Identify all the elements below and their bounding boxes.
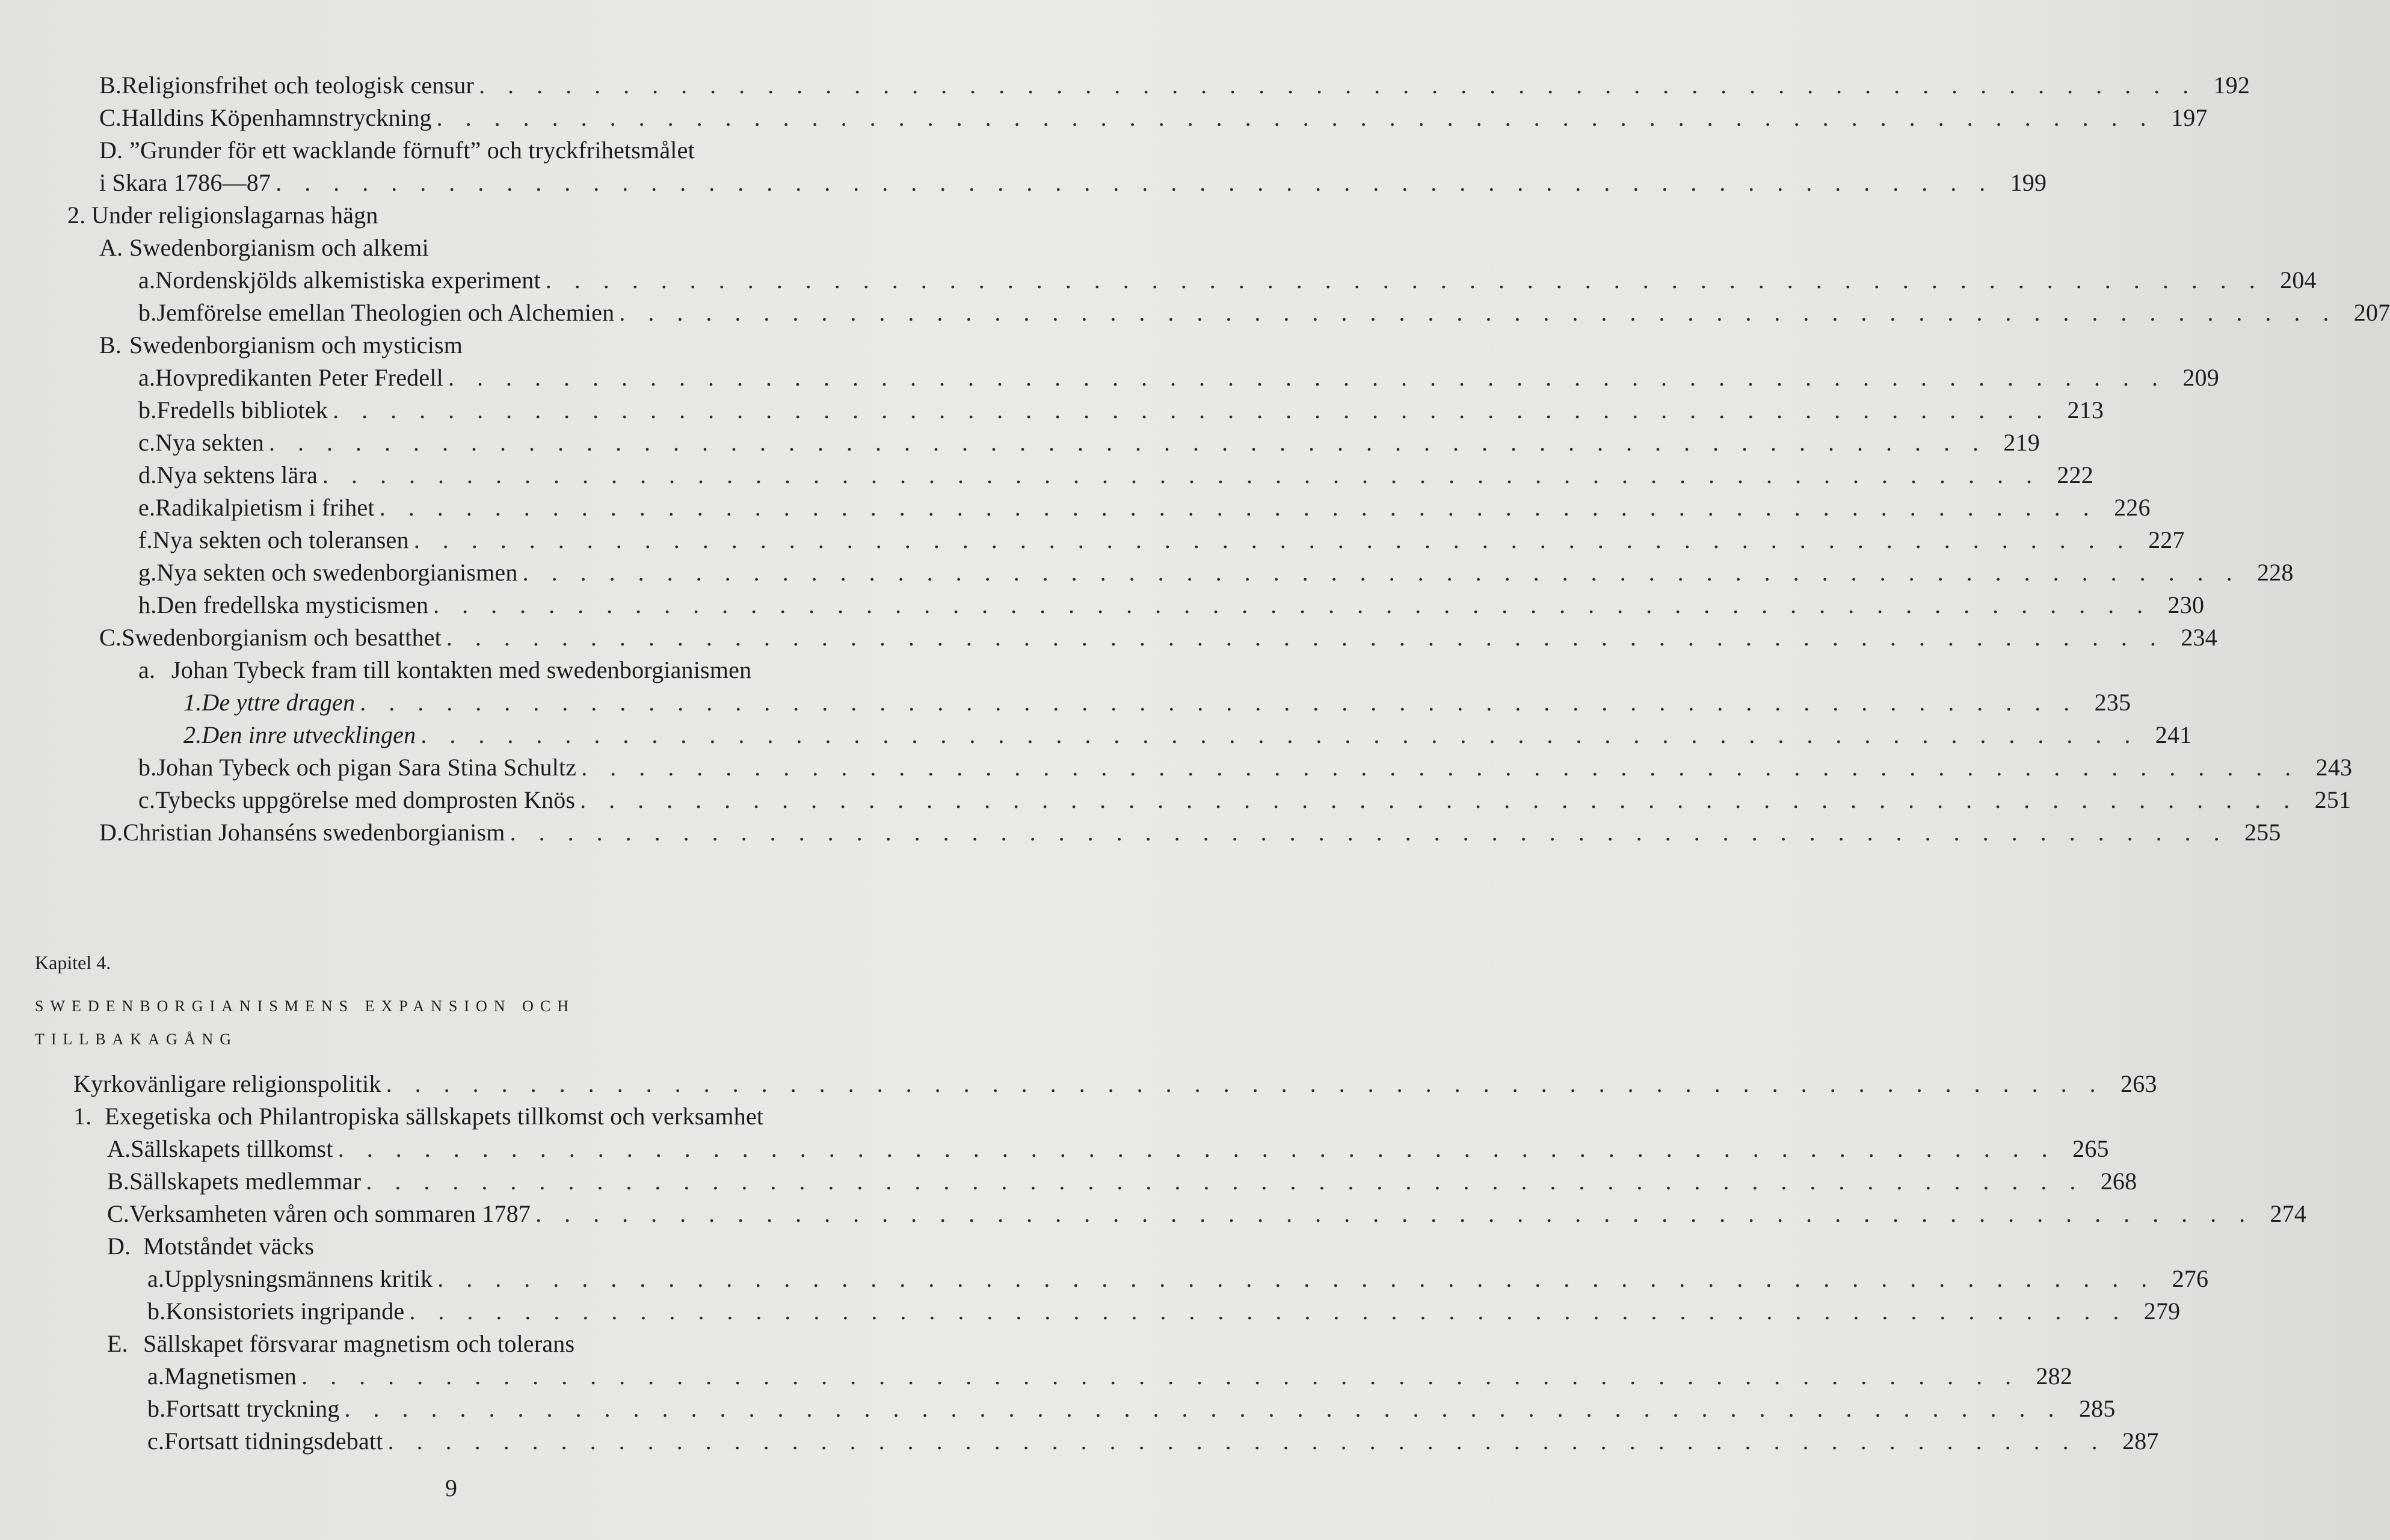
toc-entry-title: Motståndet väcks: [143, 1233, 315, 1260]
toc-entry-page: 282: [2036, 1363, 2073, 1390]
toc-entry: [138, 493, 2151, 522]
toc-entry-title: Exegetiska och Philantropiska sällskapets tillkomst och verksamhet: [105, 1103, 764, 1130]
toc-entry-title: Tybecks uppgörelse med domprosten Knös: [155, 786, 576, 813]
toc-entry: [183, 688, 2131, 717]
toc-entry: [107, 1200, 2307, 1228]
toc-entry-page: 255: [2244, 819, 2281, 846]
toc-entry: [147, 1297, 2181, 1326]
toc-entry: [99, 818, 2281, 847]
dot-leader: . . . . . . . . . . . . . . . . . . . . . . . . . . . . . . . . . . . . . . . . . . . . . . . . . . . . . . . . . . . .: [386, 1070, 2104, 1097]
toc-entry-title: Fortsatt tidningsdebatt: [164, 1428, 383, 1455]
toc-entry: [147, 1264, 2209, 1293]
toc-entry-title: Swedenborgianism och mysticism: [129, 331, 463, 359]
dot-leader: . . . . . . . . . . . . . . . . . . . . . . . . . . . . . . . . . . . . . . . . . . . . . . . . . . . . . . . . . . . .: [619, 299, 2338, 326]
toc-entry-number: b.: [138, 396, 157, 424]
toc-entry-page: 243: [2315, 754, 2353, 781]
toc-entry-title: Sällskapets tillkomst: [131, 1135, 333, 1162]
toc-entry-title: Kyrkovänligare religionspolitik: [73, 1070, 381, 1097]
toc-entry-number: f.: [138, 526, 153, 553]
dot-leader: . . . . . . . . . . . . . . . . . . . . . . . . . . . . . . . . . . . . . . . . . . . . . . . . . . . . . . . . . . . .: [581, 754, 2300, 781]
toc-entry-page: 285: [2078, 1395, 2116, 1422]
toc-entry: [138, 786, 2352, 815]
dot-leader: . . . . . . . . . . . . . . . . . . . . . . . . . . . . . . . . . . . . . . . . . . . . . . . . . . . . . . . . . . . .: [337, 1135, 2056, 1162]
toc-entry-title: Nya sekten och swedenborgianismen: [156, 559, 518, 586]
toc-entry-number: b.: [147, 1298, 166, 1325]
toc-entry: [99, 623, 2217, 652]
toc-entry-title: Nya sektens lära: [156, 461, 318, 488]
toc-entry-page: 279: [2143, 1298, 2181, 1325]
toc-entry-page: 199: [2010, 169, 2047, 196]
toc-entry-number: A.: [99, 234, 123, 261]
toc-entry-page: 235: [2094, 689, 2131, 716]
dot-leader: . . . . . . . . . . . . . . . . . . . . . . . . . . . . . . . . . . . . . . . . . . . . . . . . . . . . . . . . . . . .: [448, 364, 2166, 391]
chapter-label: Kapitel 4.: [35, 952, 111, 973]
toc-entry: [99, 331, 851, 360]
toc-entry-title: Fortsatt tryckning: [165, 1395, 340, 1422]
toc-entry-number: C.: [99, 624, 122, 651]
toc-entry-page: 251: [2314, 786, 2352, 813]
toc-entry-number: A.: [107, 1135, 131, 1162]
toc-entry-page: 263: [2121, 1070, 2157, 1097]
toc-entry-title: Johan Tybeck och pigan Sara Stina Schultz: [156, 754, 577, 781]
toc-entry-number: b.: [147, 1395, 166, 1422]
toc-entry: [107, 1232, 861, 1261]
toc-entry-number: a.: [147, 1265, 165, 1292]
toc-entry-title: Radikalpietism i frihet: [155, 494, 375, 521]
toc-entry-title: Johan Tybeck fram till kontakten med swedenborgianismen: [171, 656, 752, 683]
toc-entry-page: 209: [2182, 364, 2219, 391]
toc-entry: [138, 461, 2093, 490]
chapter-title-line1: SWEDENBORGIANISMENS EXPANSION OCH: [35, 997, 575, 1015]
toc-entry: [67, 201, 851, 230]
toc-entry-title: i Skara 1786—87: [99, 169, 271, 196]
dot-leader: . . . . . . . . . . . . . . . . . . . . . . . . . . . . . . . . . . . . . . . . . . . . . . . . . . . . . . . . . . . .: [437, 1265, 2156, 1292]
toc-entry: [107, 1329, 861, 1358]
toc-entry: [99, 103, 2208, 132]
dot-leader: . . . . . . . . . . . . . . . . . . . . . . . . . . . . . . . . . . . . . . . . . . . . . . . . . . . . . . . . . . . .: [522, 559, 2241, 586]
toc-entry-title: Under religionslagarnas hägn: [91, 202, 378, 229]
dot-leader: . . . . . . . . . . . . . . . . . . . . . . . . . . . . . . . . . . . . . . . . . . . . . . . . . . . . . . . . . . . .: [535, 1200, 2254, 1227]
toc-entry-number: a.: [138, 364, 156, 391]
toc-entry-page: 230: [2167, 591, 2205, 618]
toc-entry: [147, 1362, 2073, 1391]
toc-entry-page: 287: [2122, 1428, 2159, 1455]
toc-entry-title: Nya sekten och toleransen: [152, 526, 409, 553]
toc-entry-title: Upplysningsmännens kritik: [164, 1265, 433, 1292]
toc-entry-page: 276: [2172, 1265, 2209, 1292]
toc-entry: [147, 1394, 2116, 1423]
toc-entry-number: 2.: [183, 721, 202, 748]
toc-entry-number: h.: [138, 591, 157, 618]
toc-entry-page: 228: [2256, 559, 2294, 586]
toc-entry: [138, 591, 2205, 620]
toc-entry-title: Nordenskjölds alkemistiska experiment: [155, 266, 541, 294]
toc-entry: [99, 168, 2047, 197]
toc-entry-number: g.: [138, 559, 157, 586]
dot-leader: . . . . . . . . . . . . . . . . . . . . . . . . . . . . . . . . . . . . . . . . . . . . . . . . . . . . . . . . . . . .: [276, 169, 1994, 196]
toc-entry-page: 241: [2155, 721, 2192, 748]
toc-entry-number: c.: [138, 429, 156, 456]
toc-entry-title: Magnetismen: [164, 1363, 297, 1390]
toc-entry-page: 207: [2353, 299, 2390, 326]
toc-entry-page: 268: [2100, 1168, 2137, 1195]
dot-leader: . . . . . . . . . . . . . . . . . . . . . . . . . . . . . . . . . . . . . . . . . . . . . . . . . . . . . . . . . . . .: [366, 1168, 2084, 1195]
toc-entry-title: Halldins Köpenhamnstryckning: [122, 104, 432, 131]
toc-entry-number: D.: [99, 819, 123, 846]
toc-entry-number: c.: [138, 786, 156, 813]
toc-entry-number: b.: [138, 754, 157, 781]
toc-entry-page: 234: [2181, 624, 2217, 651]
toc-entry-page: 222: [2057, 461, 2093, 488]
toc-entry: [138, 428, 2040, 457]
toc-entry-number: e.: [138, 494, 156, 521]
toc-entry-page: 226: [2114, 494, 2151, 521]
toc-entry: [138, 363, 2219, 392]
toc-entry: [138, 558, 2294, 587]
dot-leader: . . . . . . . . . . . . . . . . . . . . . . . . . . . . . . . . . . . . . . . . . . . . . . . . . . . . . . . . . . . .: [545, 266, 2264, 294]
toc-entry: [147, 1427, 2159, 1456]
toc-entry-number: a.: [138, 266, 156, 294]
dot-leader: . . . . . . . . . . . . . . . . . . . . . . . . . . . . . . . . . . . . . . . . . . . . . . . . . . . . . . . . . . . .: [479, 72, 2198, 99]
toc-entry-number: 1.: [183, 689, 202, 716]
dot-leader: . . . . . . . . . . . . . . . . . . . . . . . . . . . . . . . . . . . . . . . . . . . . . . . . . . . . . . . . . . . .: [333, 396, 2051, 424]
toc-entry-page: 197: [2171, 104, 2208, 131]
dot-leader: . . . . . . . . . . . . . . . . . . . . . . . . . . . . . . . . . . . . . . . . . . . . . . . . . . . . . . . . . . . .: [322, 461, 2040, 488]
toc-entry-title: Jemförelse emellan Theologien och Alchemien: [156, 299, 615, 326]
toc-entry-page: 265: [2072, 1135, 2109, 1162]
toc-entry-title: Religionsfrihet och teologisk censur: [122, 72, 475, 99]
toc-entry-title: Verksamheten våren och sommaren 1787: [129, 1200, 531, 1227]
toc-entry: [183, 721, 2192, 750]
toc-entry-title: Den fredellska mysticismen: [156, 591, 429, 618]
toc-entry: [138, 526, 2185, 555]
toc-entry-title: Swedenborgianism och besatthet: [122, 624, 442, 651]
dot-leader: . . . . . . . . . . . . . . . . . . . . . . . . . . . . . . . . . . . . . . . . . . . . . . . . . . . . . . . . . . . .: [413, 526, 2132, 553]
toc-entry: [107, 1167, 2137, 1196]
toc-entry-number: D.: [99, 137, 123, 164]
toc-entry-number: 1.: [73, 1103, 92, 1130]
toc-entry-number: b.: [138, 299, 157, 326]
toc-entry: [99, 233, 851, 262]
toc-entry-page: 227: [2148, 526, 2185, 553]
toc-entry-page: 274: [2270, 1200, 2307, 1227]
dot-leader: . . . . . . . . . . . . . . . . . . . . . . . . . . . . . . . . . . . . . . . . . . . . . . . . . . . . . . . . . . . .: [301, 1363, 2020, 1390]
dot-leader: . . . . . . . . . . . . . . . . . . . . . . . . . . . . . . . . . . . . . . . . . . . . . . . . . . . . . . . . . . . .: [387, 1428, 2106, 1455]
toc-entry-title: ”Grunder för ett wacklande förnuft” och tryckfrihetsmålet: [129, 137, 695, 164]
toc-entry-title: Swedenborgianism och alkemi: [129, 234, 429, 261]
toc-entry-title: Sällskapet försvarar magnetism och tolerans: [143, 1330, 575, 1357]
toc-entry-number: B.: [99, 331, 122, 359]
dot-leader: . . . . . . . . . . . . . . . . . . . . . . . . . . . . . . . . . . . . . . . . . . . . . . . . . . . . . . . . . . . .: [433, 591, 2152, 618]
toc-entry: [138, 266, 2317, 295]
dot-leader: . . . . . . . . . . . . . . . . . . . . . . . . . . . . . . . . . . . . . . . . . . . . . . . . . . . . . . . . . . . .: [436, 104, 2155, 131]
toc-entry: [138, 298, 2390, 327]
dot-leader: . . . . . . . . . . . . . . . . . . . . . . . . . . . . . . . . . . . . . . . . . . . . . . . . . . . . . . . . . . . .: [510, 819, 2228, 846]
toc-entry-number: c.: [147, 1428, 165, 1455]
toc-entry-number: a.: [138, 656, 156, 683]
toc-entry-title: Hovpredikanten Peter Fredell: [155, 364, 443, 391]
toc-entry-number: D.: [107, 1233, 131, 1260]
dot-leader: . . . . . . . . . . . . . . . . . . . . . . . . . . . . . . . . . . . . . . . . . . . . . . . . . . . . . . . . . . . .: [446, 624, 2164, 651]
toc-entry-page: 219: [2003, 429, 2040, 456]
chapter-title-line2: TILLBAKAGÅNG: [35, 1030, 238, 1048]
toc-entry-number: E.: [107, 1330, 128, 1357]
dot-leader: . . . . . . . . . . . . . . . . . . . . . . . . . . . . . . . . . . . . . . . . . . . . . . . . . . . . . . . . . . . .: [420, 721, 2139, 748]
dot-leader: . . . . . . . . . . . . . . . . . . . . . . . . . . . . . . . . . . . . . . . . . . . . . . . . . . . . . . . . . . . .: [268, 429, 1987, 456]
toc-entry-number: B.: [107, 1168, 130, 1195]
toc-entry: [138, 656, 851, 685]
toc-entry-title: Konsistoriets ingripande: [165, 1298, 405, 1325]
dot-leader: . . . . . . . . . . . . . . . . . . . . . . . . . . . . . . . . . . . . . . . . . . . . . . . . . . . . . . . . . . . .: [409, 1298, 2128, 1325]
toc-entry-title: De yttre dragen: [202, 689, 356, 716]
dot-leader: . . . . . . . . . . . . . . . . . . . . . . . . . . . . . . . . . . . . . . . . . . . . . . . . . . . . . . . . . . . .: [580, 786, 2299, 813]
toc-entry-page: 213: [2067, 396, 2104, 424]
toc-entry-title: Christian Johanséns swedenborgianism: [123, 819, 505, 846]
page-number: 9: [445, 1474, 457, 1502]
toc-entry: [107, 1135, 2109, 1163]
toc-entry-number: d.: [138, 461, 157, 488]
toc-entry: [73, 1102, 861, 1131]
toc-entry-title: Den inre utvecklingen: [202, 721, 416, 748]
toc-entry-page: 204: [2280, 266, 2317, 294]
dot-leader: . . . . . . . . . . . . . . . . . . . . . . . . . . . . . . . . . . . . . . . . . . . . . . . . . . . . . . . . . . . .: [360, 689, 2078, 716]
toc-entry-title: Sällskapets medlemmar: [129, 1168, 362, 1195]
toc-entry: [99, 136, 851, 165]
toc-entry-title: Fredells bibliotek: [156, 396, 328, 424]
dot-leader: . . . . . . . . . . . . . . . . . . . . . . . . . . . . . . . . . . . . . . . . . . . . . . . . . . . . . . . . . . . .: [379, 494, 2098, 521]
toc-entry-number: C.: [107, 1200, 130, 1227]
toc-entry-number: 2.: [67, 202, 86, 229]
toc-entry: [99, 71, 2250, 100]
toc-entry: [138, 396, 2104, 425]
toc-entry-page: 192: [2213, 72, 2250, 99]
toc-entry-number: B.: [99, 72, 122, 99]
toc-entry: [138, 753, 2353, 782]
toc-entry-number: C.: [99, 104, 122, 131]
dot-leader: . . . . . . . . . . . . . . . . . . . . . . . . . . . . . . . . . . . . . . . . . . . . . . . . . . . . . . . . . . . .: [344, 1395, 2063, 1422]
toc-entry-title: Nya sekten: [155, 429, 264, 456]
toc-entry: [73, 1070, 2157, 1098]
toc-entry-number: a.: [147, 1363, 165, 1390]
